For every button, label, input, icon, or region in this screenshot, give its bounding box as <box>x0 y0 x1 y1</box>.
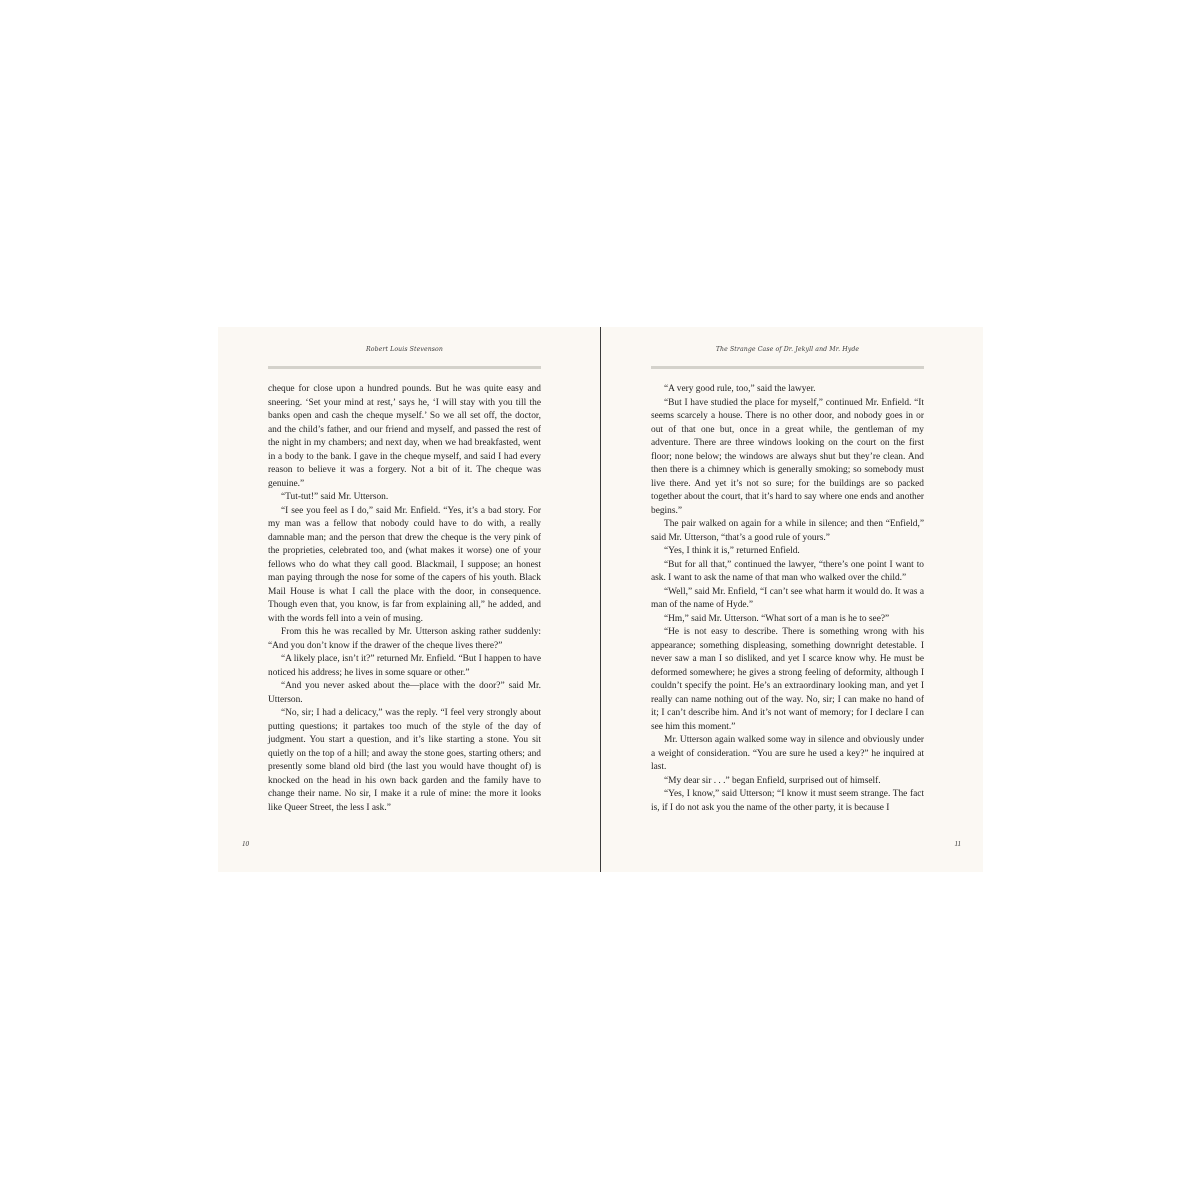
page-number: 10 <box>242 840 249 848</box>
paragraph: “A very good rule, too,” said the lawyer. <box>664 384 816 394</box>
body-text <box>268 383 541 815</box>
paragraph: “I see you feel as I do,” said Mr. Enfield. “Yes, it’s a bad story. For my man was a fellow that nobody could have to do with, a really damnable man; and the person that drew the cheque is the very pink of the proprieties, celebrated too, and (what makes it worse) one of your fellows who do what they call good. Blackmail, I suppose; an honest man paying through the nose for some of the capers of his youth. Black Mail House is what I call the place with the door, in consequence. Though even that, you know, is far from explaining all,” he added, and with the words fell into a vein of musing. <box>268 505 541 624</box>
paragraph: “Yes, I know,” said Utterson; “I know it must seem strange. The fact is, if I do not ask you the name of the other party, it is because I <box>651 789 924 813</box>
paragraph: “He is not easy to describe. There is something wrong with his appearance; something displeasing, something downright detestable. I never saw a man I so disliked, and yet I scarce know why. He must be deformed somewhere; he gives a strong feeling of deformity, although I couldn’t specify the point. He’s an extraordinary looking man, and yet I really can name nothing out of the way. No, sir; I can make no hand of it; I can’t describe him. And it’s not want of memory; for I declare I can see him this moment.” <box>651 627 924 732</box>
page-number: 11 <box>954 840 961 848</box>
header-rule <box>651 366 924 369</box>
right-page <box>601 327 983 872</box>
paragraph: “No, sir; I had a delicacy,” was the reply. “I feel very strongly about putting questions; it partakes too much of the style of the day of judgment. You start a question, and it’s like starting a stone. You sit quietly on the top of a hill; and away the stone goes, starting others; and presently some bland old bird (the last you would have thought of) is knocked on the head in his own back garden and the family have to change their name. No sir, I make it a rule of mine: the more it looks like Queer Street, the less I ask.” <box>268 708 541 813</box>
book-spread <box>218 327 983 872</box>
running-head-title: The Strange Case of Dr. Jekyll and Mr. Hyde <box>715 346 860 353</box>
header-rule <box>268 366 541 369</box>
paragraph: “Hm,” said Mr. Utterson. “What sort of a man is he to see?” <box>664 613 890 624</box>
paragraph: “Yes, I think it is,” returned Enfield. <box>664 546 800 556</box>
paragraph: “My dear sir . . .” began Enfield, surprised out of himself. <box>664 775 881 786</box>
paragraph: “Tut-tut!” said Mr. Utterson. <box>281 492 389 502</box>
paragraph: From this he was recalled by Mr. Utterson asking rather suddenly: “And you don’t know if the drawer of the cheque lives there?” <box>268 627 541 651</box>
running-head-author: Robert Louis Stevenson <box>366 346 443 353</box>
paragraph: Mr. Utterson again walked some way in silence and obviously under a weight of consideration. “You are sure he used a key?” he inquired at last. <box>651 735 924 772</box>
paragraph: The pair walked on again for a while in silence; and then “Enfield,” said Mr. Utterson, “that’s a good rule of yours.” <box>651 519 924 543</box>
paragraph: “Well,” said Mr. Enfield, “I can’t see what harm it would do. It was a man of the name of Hyde.” <box>651 586 924 610</box>
body-text <box>651 383 924 815</box>
paragraph: “And you never asked about the—place with the door?” said Mr. Utterson. <box>268 681 541 705</box>
left-page <box>218 327 600 872</box>
paragraph: “But I have studied the place for myself,” continued Mr. Enfield. “It seems scarcely a house. There is no other door, and nobody goes in or out of that one but, once in a great while, the gentleman of my adventure. There are three windows looking on the court on the first floor; none below; the windows are always shut but they’re clean. And then there is a chimney which is generally smoking; so somebody must live there. And yet it’s not so sure; for the buildings are so packed together about the court, that it’s hard to say where one ends and another begins.” <box>651 397 924 516</box>
paragraph: “But for all that,” continued the lawyer, “there’s one point I want to ask. I want to ask the name of that man who walked over the child.” <box>651 559 924 583</box>
paragraph: cheque for close upon a hundred pounds. But he was quite easy and sneering. ‘Set your mind at rest,’ says he, ‘I will stay with you till the banks open and cash the cheque myself.’ So we all set off, the doctor, and the child’s father, and our friend and myself, and passed the rest of the night in my chambers; and next day, when we had breakfasted, went in a body to the bank. I gave in the cheque myself, and said I had every reason to believe it was a forgery. Not a bit of it. The cheque was genuine.” <box>268 384 541 489</box>
paragraph: “A likely place, isn’t it?” returned Mr. Enfield. “But I happen to have noticed his address; he lives in some square or other.” <box>268 654 541 678</box>
